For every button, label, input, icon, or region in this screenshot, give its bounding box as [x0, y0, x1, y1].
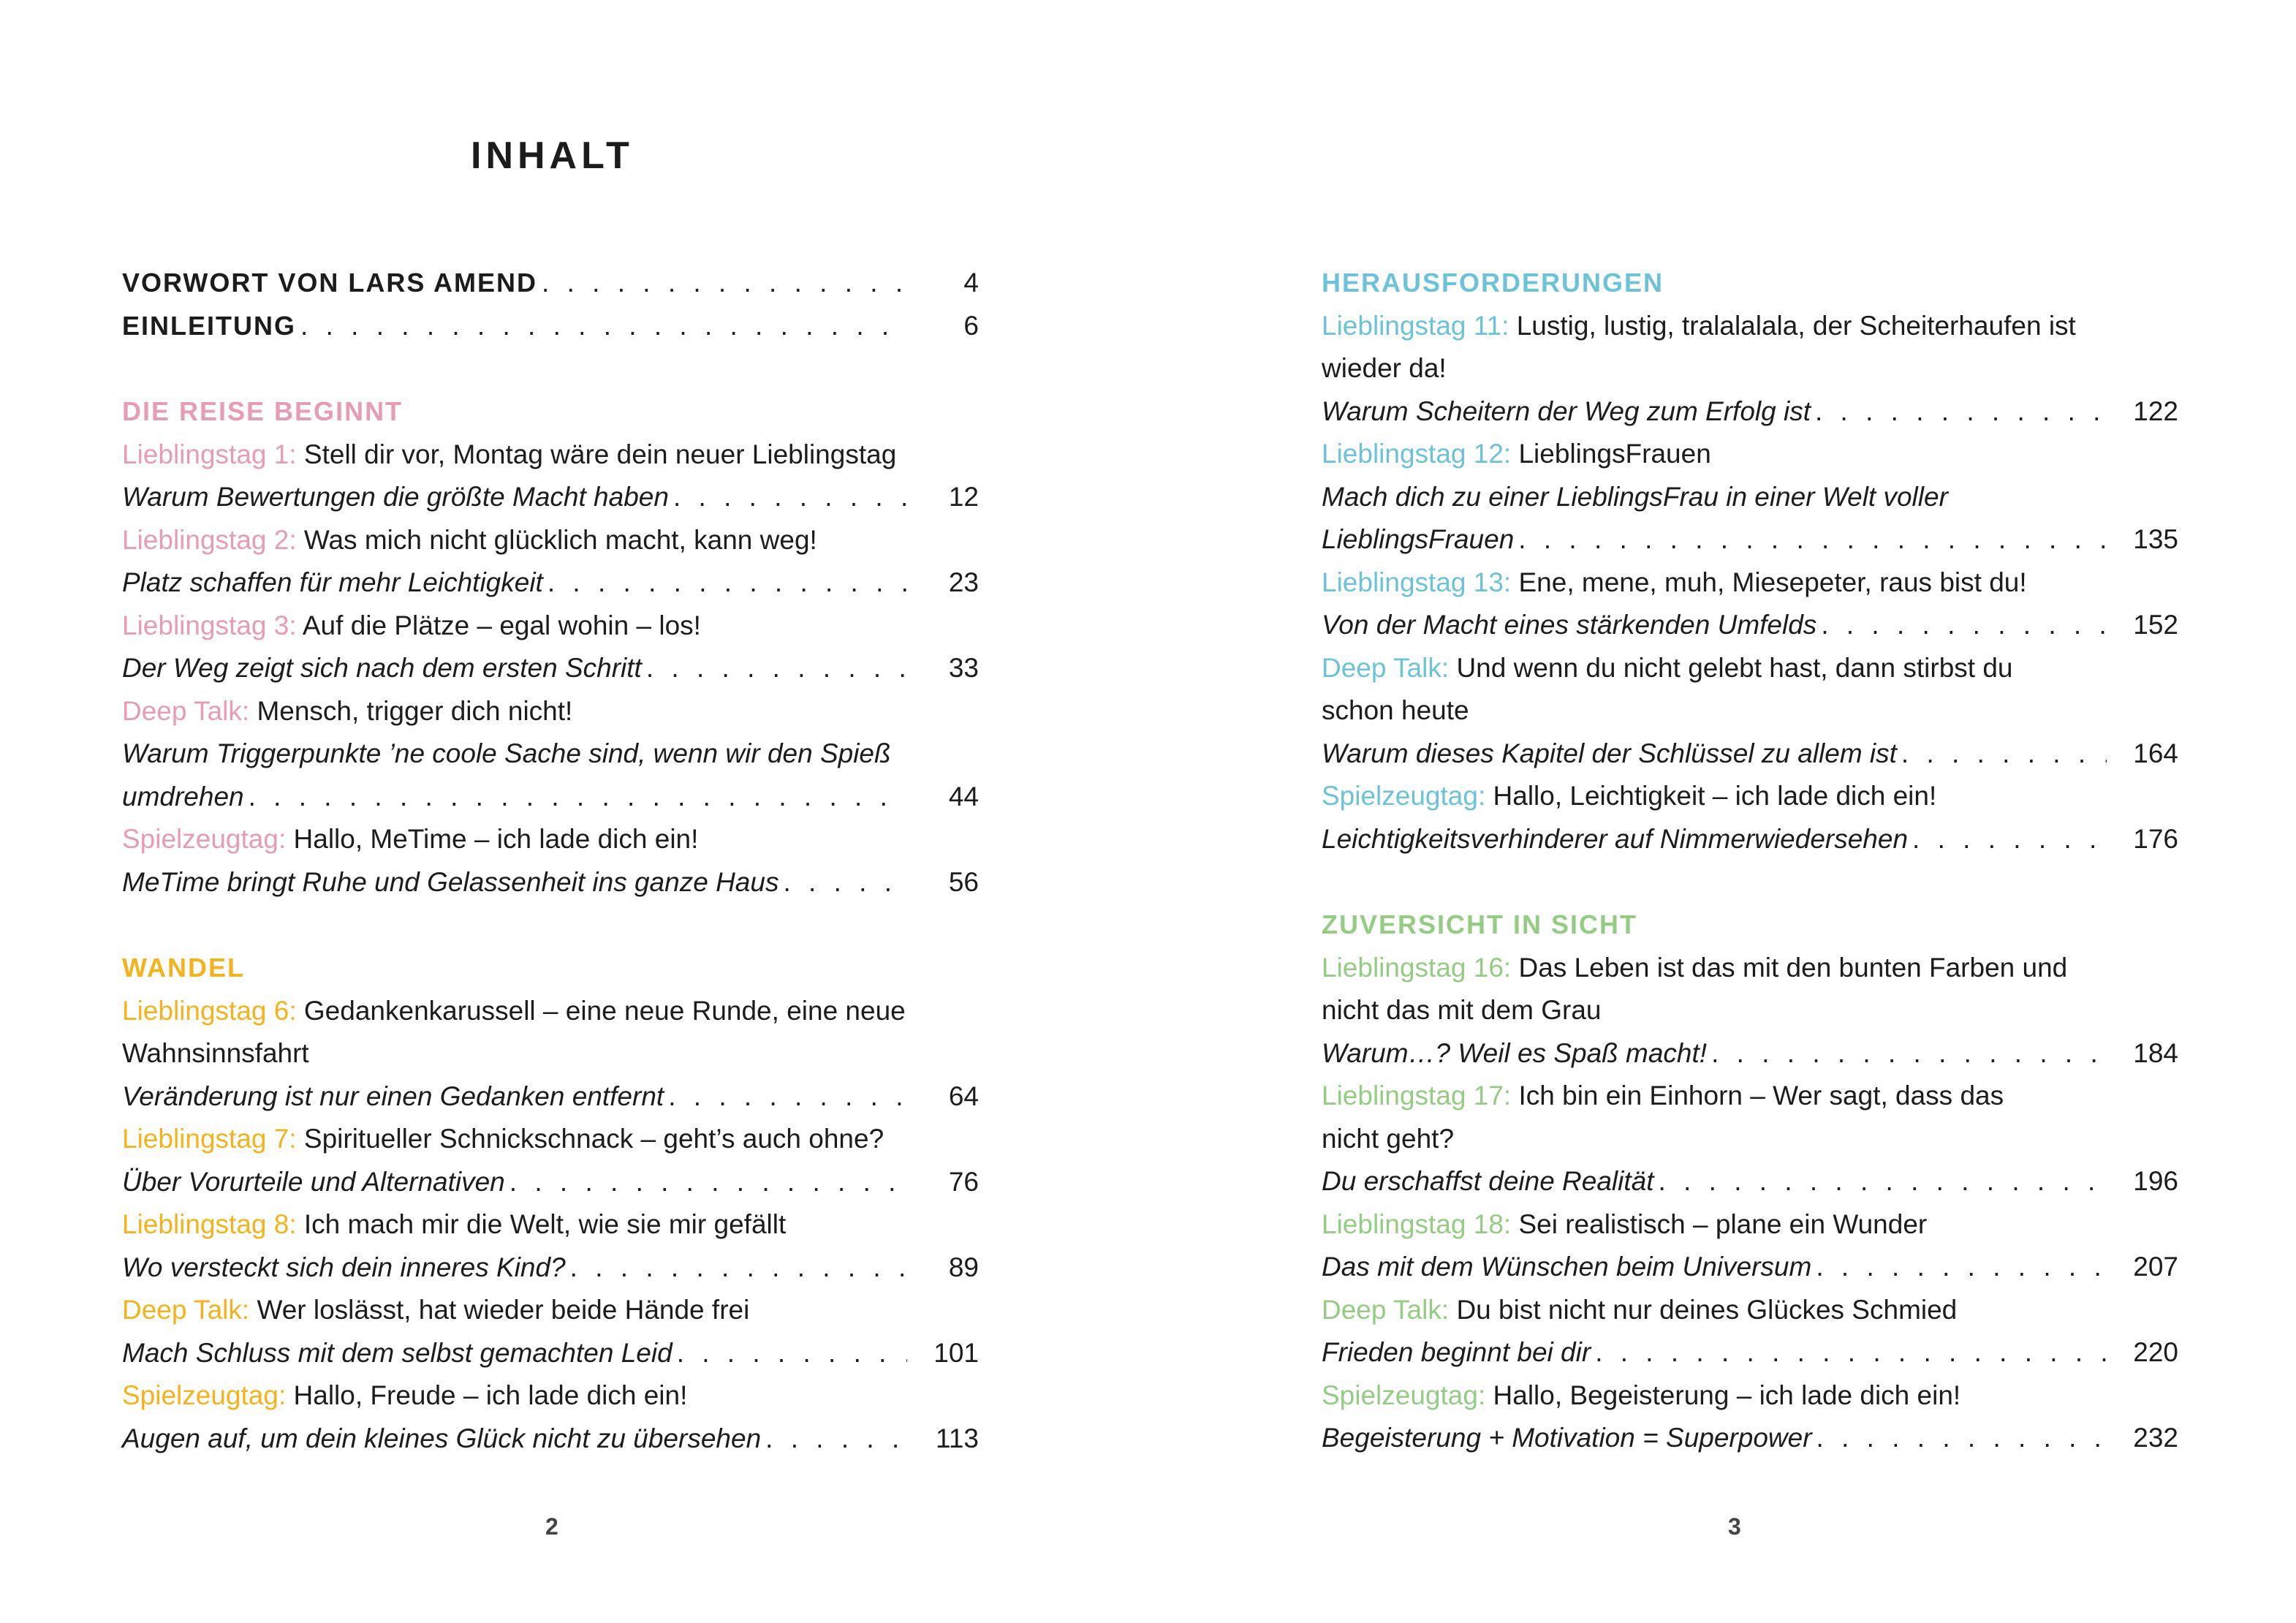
dot-leader [1815, 390, 2107, 434]
page-number: 184 [2133, 1037, 2178, 1068]
chapter-entry [1322, 1203, 2178, 1246]
chapter-title: Das Leben ist das mit den bunten Farben und [1518, 952, 2068, 983]
chapter-label: Lieblingstag 12: [1322, 439, 1512, 469]
dot-leader [509, 1161, 907, 1204]
chapter-subtitle: Frieden beginnt bei dir [1322, 1337, 1591, 1367]
dot-leader [783, 861, 907, 904]
chapter-entry [122, 1374, 979, 1418]
chapter-title-continued: nicht geht? [1322, 1123, 1455, 1154]
chapter-label: Lieblingstag 8: [122, 1209, 297, 1239]
chapter-label: Lieblingstag 7: [122, 1124, 297, 1154]
page-number: 56 [948, 866, 979, 897]
page-number: 33 [948, 653, 979, 683]
chapter-label: Deep Talk: [1322, 652, 1450, 683]
chapter-title: Ene, mene, muh, Miesepeter, raus bist du! [1518, 567, 2027, 597]
chapter-entry [122, 1203, 979, 1246]
toc-entry-foreword [122, 262, 979, 305]
chapter-subtitle-row [122, 1161, 979, 1204]
chapter-subtitle-row [1322, 818, 2178, 861]
chapter-subtitle-row [122, 561, 979, 605]
chapter-subtitle: Augen auf, um dein kleines Glück nicht zu übersehen [122, 1423, 762, 1453]
chapter-title: Hallo, Leichtigkeit – ich lade dich ein! [1493, 781, 1937, 811]
right-page [1148, 0, 2296, 1623]
chapter-label: Lieblingstag 16: [1322, 952, 1512, 983]
toc-entry-label: EINLEITUNG [122, 310, 297, 341]
page-number: 44 [948, 781, 979, 812]
page-number: 113 [936, 1423, 979, 1453]
page-number: 12 [948, 482, 979, 512]
chapter-subtitle-row [1322, 518, 2178, 561]
chapter-entry [1322, 1075, 2178, 1118]
section-zuversicht-in-sicht [1322, 904, 2178, 1460]
section-wandel [122, 947, 979, 1460]
page-number: 4 [963, 268, 979, 298]
chapter-title: Hallo, Begeisterung – ich lade dich ein! [1493, 1380, 1961, 1410]
chapter-label: Lieblingstag 17: [1322, 1081, 1512, 1111]
chapter-subtitle-row [1322, 733, 2178, 776]
chapter-subtitle: Warum Bewertungen die größte Macht haben [122, 482, 669, 512]
chapter-title: Mensch, trigger dich nicht! [257, 695, 573, 726]
chapter-title: Ich bin ein Einhorn – Wer sagt, dass das [1518, 1081, 2004, 1111]
section-heading: HERAUSFORDERUNGEN [1322, 268, 1664, 298]
page-number: 196 [2133, 1166, 2178, 1196]
chapter-subtitle: umdrehen [122, 781, 244, 812]
chapter-title: Du bist nicht nur deines Glückes Schmied [1456, 1294, 1958, 1325]
dot-leader [668, 1075, 907, 1119]
dot-leader [542, 262, 907, 305]
page-number: 89 [948, 1252, 979, 1282]
chapter-title: LieblingsFrauen [1518, 439, 1711, 469]
section-herausforderungen [1322, 262, 2178, 860]
chapter-entry [122, 1118, 979, 1161]
chapter-title: Lustig, lustig, tralalalala, der Scheiterhaufen ist [1516, 310, 2076, 341]
chapter-title: Sei realistisch – plane ein Wunder [1518, 1208, 1928, 1239]
chapter-subtitle: Platz schaffen für mehr Leichtigkeit [122, 567, 543, 597]
chapter-title: Hallo, Freude – ich lade dich ein! [293, 1380, 688, 1410]
toc-entry-introduction [122, 305, 979, 348]
chapter-subtitle: LieblingsFrauen [1322, 524, 1515, 554]
page-number: 135 [2133, 524, 2178, 554]
chapter-entry [1322, 305, 2178, 348]
dot-leader [673, 476, 907, 519]
dot-leader [1912, 818, 2107, 861]
chapter-title: Ich mach mir die Welt, wie sie mir gefällt [303, 1209, 787, 1239]
chapter-title: Wer loslässt, hat wieder beide Hände frei [257, 1295, 750, 1325]
chapter-subtitle: Warum Scheitern der Weg zum Erfolg ist [1322, 396, 1811, 426]
page-title: INHALT [471, 135, 634, 177]
chapter-subtitle-row [1322, 1417, 2178, 1460]
chapter-subtitle-row [122, 1418, 979, 1461]
chapter-title-continued: nicht das mit dem Grau [1322, 995, 1602, 1025]
chapter-subtitle: Warum dieses Kapitel der Schlüssel zu allem ist [1322, 738, 1897, 768]
chapter-entry [122, 434, 979, 477]
section-die-reise-beginnt [122, 390, 979, 904]
chapter-label: Spielzeugtag: [122, 1380, 287, 1410]
chapter-entry [122, 519, 979, 562]
page-number: 6 [963, 310, 979, 341]
section-heading: WANDEL [122, 953, 245, 983]
chapter-subtitle: Begeisterung + Motivation = Superpower [1322, 1423, 1812, 1453]
dot-leader [570, 1246, 907, 1290]
dot-leader [646, 647, 907, 690]
chapter-entry [1322, 561, 2178, 605]
chapter-subtitle: Warum Triggerpunkte ’ne coole Sache sind, wenn wir den Spieß [122, 738, 891, 768]
page-number: 207 [2133, 1252, 2178, 1282]
chapter-entry [122, 690, 979, 733]
dot-leader [300, 305, 907, 348]
chapter-subtitle-row [122, 1332, 979, 1375]
dot-leader [1595, 1331, 2107, 1374]
chapter-entry [1322, 1374, 2178, 1418]
page-number-footer: 2 [545, 1513, 558, 1540]
dot-leader [1711, 1032, 2107, 1075]
chapter-entry [1322, 775, 2178, 818]
chapter-subtitle: Du erschaffst deine Realität [1322, 1166, 1654, 1196]
toc-right [1322, 262, 2178, 1460]
chapter-subtitle-row [1322, 390, 2178, 434]
page-number-footer: 3 [1728, 1513, 1741, 1540]
page-number: 176 [2133, 823, 2178, 854]
chapter-subtitle: Veränderung ist nur einen Gedanken entfernt [122, 1081, 664, 1111]
page-number: 164 [2133, 738, 2178, 768]
toc-left [122, 262, 979, 1460]
chapter-subtitle: Mach Schluss mit dem selbst gemachten Leid [122, 1337, 672, 1368]
dot-leader [1821, 604, 2107, 647]
chapter-label: Lieblingstag 13: [1322, 567, 1512, 597]
chapter-title: Auf die Plätze – egal wohin – los! [302, 610, 701, 640]
chapter-entry [1322, 647, 2178, 690]
toc-entry-label: VORWORT VON LARS AMEND [122, 268, 538, 298]
section-heading: DIE REISE BEGINNT [122, 396, 403, 426]
chapter-label: Deep Talk: [122, 695, 250, 726]
page-number: 76 [948, 1166, 979, 1197]
dot-leader [1816, 1417, 2107, 1460]
page-number: 232 [2133, 1423, 2178, 1453]
dot-leader [249, 776, 907, 819]
chapter-subtitle: MeTime bringt Ruhe und Gelassenheit ins ganze Haus [122, 866, 779, 897]
chapter-subtitle: Von der Macht eines stärkenden Umfelds [1322, 610, 1817, 640]
chapter-entry [122, 605, 979, 648]
dot-leader [1518, 518, 2107, 561]
chapter-subtitle-row [1322, 1246, 2178, 1289]
chapter-subtitle-row [122, 776, 979, 819]
chapter-title-continued: schon heute [1322, 695, 1469, 725]
chapter-subtitle-row [1322, 1032, 2178, 1075]
chapter-label: Spielzeugtag: [1322, 781, 1486, 811]
section-heading: ZUVERSICHT IN SICHT [1322, 909, 1638, 939]
chapter-label: Lieblingstag 2: [122, 524, 297, 555]
chapter-subtitle-row [122, 647, 979, 690]
chapter-subtitle: Warum…? Weil es Spaß macht! [1322, 1037, 1708, 1068]
page-number: 23 [948, 567, 979, 597]
page-number: 64 [948, 1081, 979, 1111]
page-number: 152 [2133, 610, 2178, 640]
chapter-subtitle-row [1322, 604, 2178, 647]
chapter-subtitle: Der Weg zeigt sich nach dem ersten Schritt [122, 653, 642, 683]
chapter-entry [1322, 1289, 2178, 1332]
dot-leader [1816, 1246, 2107, 1289]
chapter-subtitle: Wo versteckt sich dein inneres Kind? [122, 1252, 566, 1282]
page-number: 122 [2133, 396, 2178, 426]
chapter-title: Spiritueller Schnickschnack – geht’s auch ohne? [303, 1124, 884, 1154]
chapter-subtitle: Mach dich zu einer LieblingsFrau in einer Welt voller [1322, 481, 1948, 512]
page-number: 101 [933, 1337, 979, 1368]
chapter-title: Stell dir vor, Montag wäre dein neuer Lieblingstag [303, 439, 897, 469]
chapter-label: Deep Talk: [122, 1295, 250, 1325]
chapter-label: Spielzeugtag: [1322, 1380, 1486, 1410]
chapter-entry [1322, 433, 2178, 476]
dot-leader [548, 561, 907, 605]
chapter-label: Lieblingstag 6: [122, 995, 297, 1026]
chapter-title: Und wenn du nicht gelebt hast, dann stirbst du [1456, 652, 2013, 683]
chapter-entry [122, 990, 979, 1033]
chapter-entry [122, 818, 979, 861]
chapter-title: Gedankenkarussell – eine neue Runde, eine neue [303, 995, 906, 1026]
chapter-label: Lieblingstag 18: [1322, 1208, 1512, 1239]
dot-leader [1901, 733, 2107, 776]
chapter-subtitle-row [122, 476, 979, 519]
chapter-title: Was mich nicht glücklich macht, kann weg! [303, 524, 817, 555]
chapter-subtitle-row [122, 1246, 979, 1290]
chapter-subtitle-row [122, 1075, 979, 1119]
dot-leader [677, 1332, 907, 1375]
chapter-label: Lieblingstag 1: [122, 439, 297, 469]
page-number: 220 [2133, 1337, 2178, 1367]
chapter-subtitle-row [1322, 1160, 2178, 1203]
chapter-label: Lieblingstag 3: [122, 610, 297, 640]
chapter-title-continued: wieder da! [1322, 353, 1447, 383]
chapter-subtitle: Über Vorurteile und Alternativen [122, 1166, 505, 1197]
chapter-title: Hallo, MeTime – ich lade dich ein! [293, 824, 699, 854]
chapter-label: Lieblingstag 11: [1322, 310, 1509, 341]
chapter-entry [122, 1289, 979, 1332]
chapter-subtitle: Das mit dem Wünschen beim Universum [1322, 1252, 1812, 1282]
chapter-label: Deep Talk: [1322, 1294, 1450, 1325]
chapter-label: Spielzeugtag: [122, 824, 287, 854]
chapter-title-continued: Wahnsinnsfahrt [122, 1038, 309, 1068]
chapter-subtitle: Leichtigkeitsverhinderer auf Nimmerwiedersehen [1322, 823, 1909, 854]
chapter-entry [1322, 947, 2178, 990]
chapter-subtitle-row [1322, 1331, 2178, 1374]
chapter-subtitle-row [122, 861, 979, 904]
dot-leader [765, 1418, 907, 1461]
dot-leader [1659, 1160, 2107, 1203]
